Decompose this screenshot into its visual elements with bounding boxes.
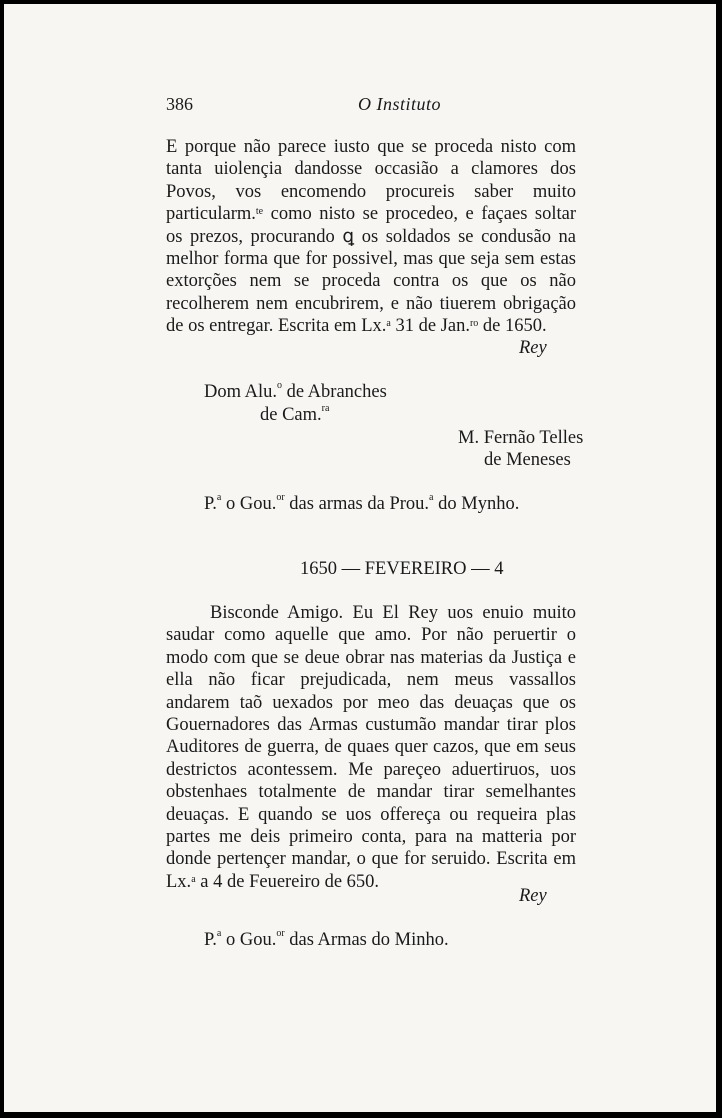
letter1-text-cont: 31 de Jan. bbox=[390, 316, 470, 337]
journal-title: O Instituto bbox=[358, 94, 442, 114]
address-text: do Mynho. bbox=[433, 494, 520, 514]
letter2-heading: 1650 — FEVEREIRO — 4 bbox=[300, 559, 504, 579]
abbrev-sup: a bbox=[216, 928, 222, 939]
signatory1-line1 bbox=[204, 382, 387, 403]
address-text: das armas da Prou. bbox=[284, 494, 430, 514]
abbrev-sup: te bbox=[255, 206, 264, 218]
signatory1-title: de Cam. bbox=[260, 405, 322, 425]
address-text: o Gou. bbox=[221, 494, 277, 514]
address-text: P. bbox=[204, 930, 217, 950]
address-text: P. bbox=[204, 494, 217, 514]
signatory2-line2: de Meneses bbox=[484, 450, 571, 470]
letter1-body bbox=[166, 136, 576, 338]
letter2-signature: Rey bbox=[519, 886, 547, 906]
abbrev-sup: a bbox=[216, 492, 222, 503]
letter1-text-cont: de 1650. bbox=[478, 316, 547, 337]
page-number: 386 bbox=[166, 94, 193, 114]
letter2-text-end: a 4 de Feuereiro de 650. bbox=[195, 871, 380, 892]
abbrev-sup: o bbox=[276, 380, 282, 391]
signatory1-name: Dom Alu. bbox=[204, 382, 277, 402]
letter1-text-cont: como nisto se procedeo, e façaes soltar os prezos, procurando ꝗ os soldados se condusão na melhor forma que for possivel, mas que seja sem estas extorções nem se proceda contra os que os não recolherem nem encubrirem, e não tiuerem obrigação de os entregar. Escrita em Lx. bbox=[166, 204, 576, 337]
abbrev-sup: a bbox=[429, 492, 434, 503]
letter1-text: E porque não parece iusto que se proceda nisto com tanta uiolençia dandosse occasião a clamores dos Povos, vos encomendo procureis saber muito particularm. bbox=[166, 137, 576, 225]
signatory2-line1: M. Fernão Telles bbox=[458, 428, 584, 448]
address-text: o Gou. bbox=[221, 930, 277, 950]
address-text: das Armas do Minho. bbox=[284, 930, 449, 950]
abbrev-sup: a bbox=[386, 318, 391, 330]
abbrev-sup: or bbox=[276, 492, 285, 503]
abbrev-sup: a bbox=[191, 873, 196, 885]
book-page bbox=[4, 4, 716, 1112]
signatory1-line2 bbox=[260, 405, 329, 426]
abbrev-sup: ro bbox=[469, 318, 479, 330]
letter2-body bbox=[166, 602, 576, 893]
letter1-signature: Rey bbox=[519, 338, 547, 358]
abbrev-sup: or bbox=[276, 928, 285, 939]
abbrev-sup: ra bbox=[321, 403, 330, 414]
running-head bbox=[166, 94, 576, 122]
letter1-address bbox=[204, 494, 519, 515]
letter2-address bbox=[204, 930, 449, 951]
signatory1-name-rest: de Abranches bbox=[281, 382, 387, 402]
letter2-text: Bisconde Amigo. Eu El Rey uos enuio muito saudar como aquelle que amo. Por não peruertir o modo com que se deue obrar nas materias da Justiça e ella não ficar prejudicada, nem meus vassallos andarem taõ uexados por meo das deuaças que os Gouernadores das Armas custumão mandar tirar plos Auditores de guerra, de quaes quer cazos, que em seus destrictos acontessem. Me pareçeo aduertiruos, uos obstenhaes totalmente de mandar tirar semelhantes deuaças. E quando se uos offereça ou requeira plas partes me deis primeiro conta, para na matteria por donde pertençer mandar, o que for seruido. Escrita em Lx. bbox=[166, 603, 576, 892]
